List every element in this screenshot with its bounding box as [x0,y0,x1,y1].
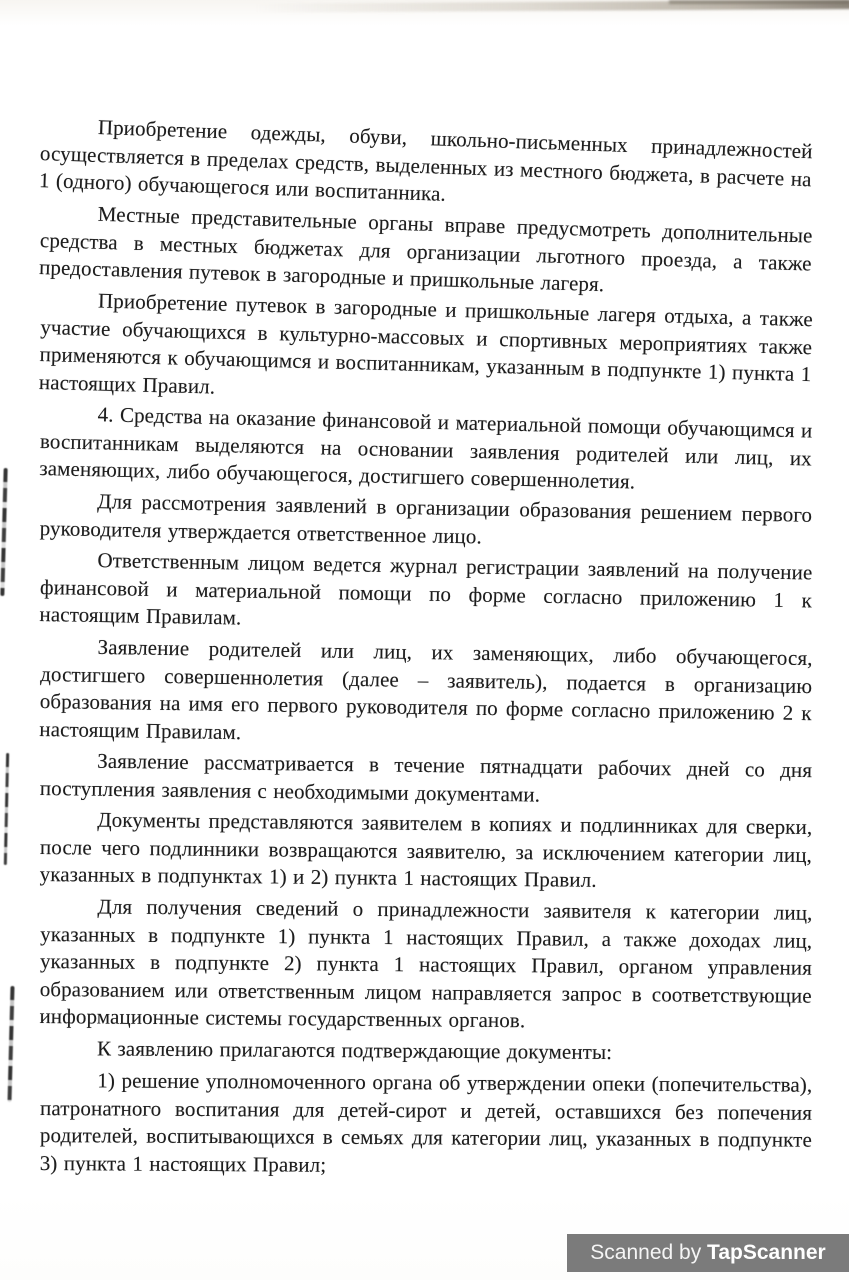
document-paragraph: Заявление рассматривается в течение пятнадцати рабочих дней со дня поступления заявления с необходимыми документами. [39,748,813,807]
document-paragraph: К заявлению прилагаются подтверждающие документы: [96,1036,613,1064]
document-paragraph: Ответственным лицом ведется журнал регистрации заявлений на получение финансовой и материальной помощи по форме согласно приложению 1 к настоящим Правилам. [39,547,813,630]
document-paragraph: Документы представляются заявителем в копиях и подлинниках для сверки, после чего подлинники возвращаются заявителю, за исключением категории лиц, указанных в подпунктах 1) и 2) пункта 1 настоящих Правил. [39,807,813,893]
scan-edge-artifact [0,468,7,596]
watermark-brand: TapScanner [707,1241,826,1264]
page-top-corner-shadow [669,0,849,4]
document-paragraph: Для получения сведений о принадлежности заявителя к категории лиц, указанных в подпункте 1) пункта 1 настоящих Правил, а также доходах лиц, указанных в подпункте 2) пункта 1 настоящих Правил, органом управления образованием или ответственным лицом направляется запрос в соответствующие информационные системы государственных органов. [39,894,813,1033]
document-paragraph: Приобретение одежды, обуви, школьно-письменных принадлежностей осуществляется в пределах средств, выделенных из местного бюджета, в расчете на 1 (одного) обучающегося или воспитанника. [38,114,813,207]
tapscanner-watermark [567,1234,849,1272]
document-paragraph: Для рассмотрения заявлений в организации образования решением первого руководителя утверждается ответственное лицо. [39,488,813,548]
document-paragraph: Заявление родителей или лиц, их заменяющих, либо обучающегося, достигшего совершеннолетия (далее – заявитель), подается в организацию образования на имя его первого руководителя по форме согласно приложению 2 к настоящим Правилам. [39,634,813,744]
scan-edge-artifact [7,986,14,1102]
document-paragraph: Приобретение путевок в загородные и пришкольные лагеря отдыха, а также участие обучающихся в культурно-массовых и спортивных мероприятиях также применяются к обучающимся и воспитанникам, указанным в подпункте 1) пункта 1 настоящих Правил. [38,288,814,398]
watermark-prefix: Scanned by [590,1241,708,1264]
document-text-block [40,112,812,1181]
document-paragraph: 1) решение уполномоченного органа об утверждении опеки (попечительства), патронатного воспитания для детей-сирот и детей, оставшихся без попечения родителей, воспитывающихся в семьях для категории лиц, указанных в подпункте 3) пункта 1 настоящих Правил; [39,1067,813,1177]
document-paragraph: 4. Средства на оказание финансовой и материальной помощи обучающимся и воспитанникам выделяются на основании заявления родителей или лиц, их заменяющих, либо обучающегося, достигшего совершеннолетия. [39,402,813,494]
document-paragraph: Местные представительные органы вправе предусмотреть дополнительные средства в местных бюджетах для организации льготного проезда, а также предоставления путевок в загородные и пришкольные лагеря. [38,201,813,297]
scan-edge-artifact [4,753,9,865]
